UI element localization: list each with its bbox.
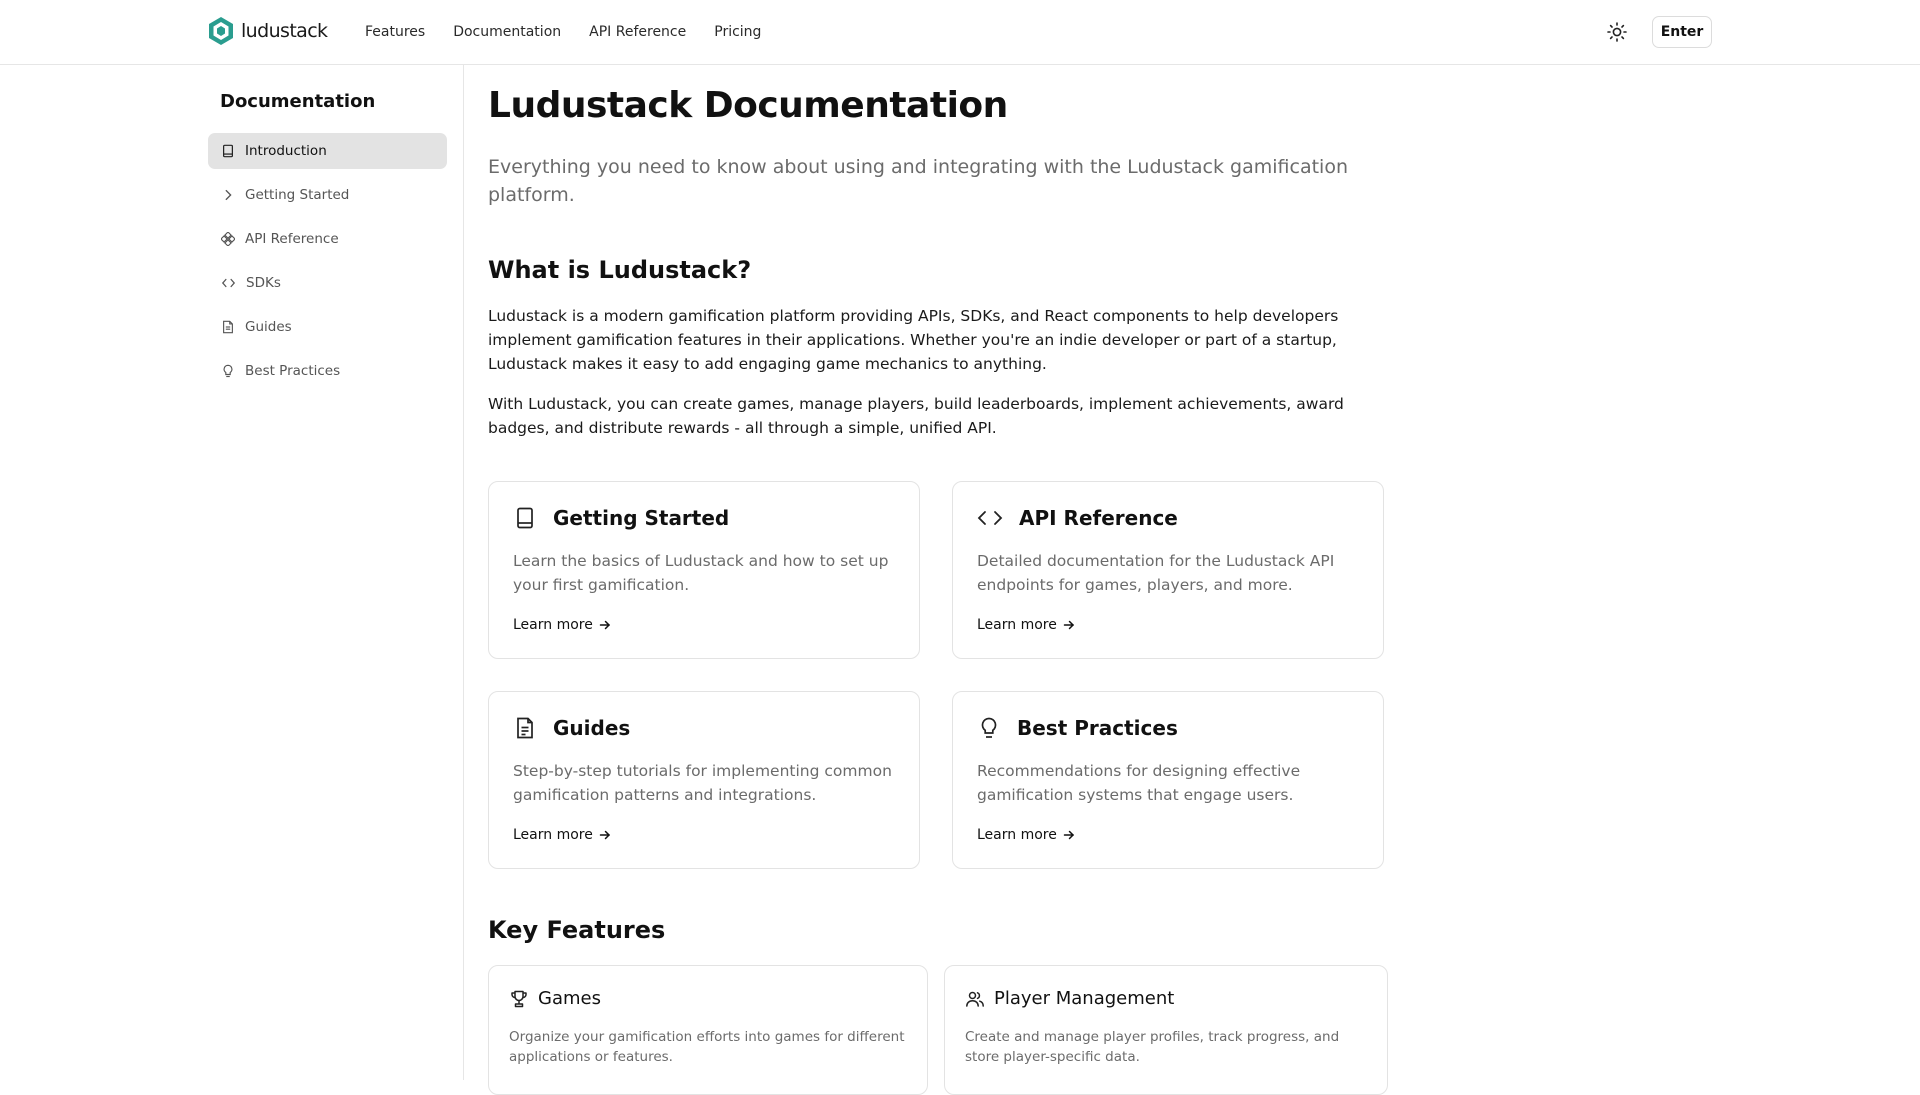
feature-card-games: [488, 965, 928, 1095]
learn-more-link[interactable]: [977, 617, 1075, 633]
feature-card-title: Player Management: [994, 988, 1175, 1009]
diamond-grid-icon: [221, 232, 235, 246]
sidebar-item-label: Guides: [245, 319, 292, 335]
card-api-reference[interactable]: [952, 481, 1384, 659]
nav-link-pricing[interactable]: Pricing: [714, 24, 762, 40]
learn-more-link[interactable]: [513, 617, 611, 633]
card-title: Guides: [553, 716, 631, 740]
learn-more-label: Learn more: [513, 617, 593, 633]
book-icon: [221, 144, 235, 158]
book-icon: [513, 506, 537, 530]
page-title: Ludustack Documentation: [488, 85, 1008, 126]
file-text-icon: [221, 320, 235, 334]
card-description: Learn the basics of Ludustack and how to set up your first gamification.: [513, 552, 889, 594]
sidebar-title: Documentation: [220, 91, 376, 112]
sidebar-item-guides[interactable]: [208, 309, 447, 345]
card-getting-started[interactable]: [488, 481, 920, 659]
learn-more-label: Learn more: [977, 617, 1057, 633]
page-lead: Everything you need to know about using and integrating with the Ludustack gamification platform.: [488, 156, 1348, 206]
logo[interactable]: [207, 16, 327, 46]
feature-card-header: [965, 988, 1174, 1009]
card-header: [513, 716, 630, 740]
lightbulb-icon: [977, 716, 1001, 740]
sidebar-item-label: Getting Started: [245, 187, 350, 203]
learn-more-label: Learn more: [977, 827, 1057, 843]
logo-text: ludustack: [241, 20, 328, 42]
card-description: Detailed documentation for the Ludustack API endpoints for games, players, and more.: [977, 552, 1335, 594]
arrow-right-icon: [599, 829, 611, 841]
sidebar-item-getting-started[interactable]: [208, 177, 447, 213]
card-title: API Reference: [1019, 506, 1178, 530]
top-header: [0, 0, 1920, 65]
learn-more-link[interactable]: [513, 827, 611, 843]
file-text-icon: [513, 716, 537, 740]
feature-card-description: Organize your gamification efforts into games for different applications or features.: [509, 1029, 905, 1065]
sidebar-item-label: API Reference: [245, 231, 339, 247]
code-icon: [221, 276, 236, 290]
card-title: Getting Started: [553, 506, 730, 530]
docs-sidebar: [0, 65, 464, 1080]
intro-paragraph: Ludustack is a modern gamification platform providing APIs, SDKs, and React components to help developers implement gamification features in their applications. Whether you're an indie developer or part of a startup, Ludustack makes it easy to add engaging game mechanics to anything.: [488, 307, 1339, 373]
sidebar-item-label: SDKs: [246, 275, 281, 291]
card-header: [977, 716, 1178, 740]
chevron-right-icon: [221, 188, 235, 202]
arrow-right-icon: [1063, 619, 1075, 631]
feature-card-title: Games: [538, 988, 601, 1009]
sidebar-item-best-practices[interactable]: [208, 353, 447, 389]
code-icon: [977, 506, 1003, 530]
nav-link-documentation[interactable]: Documentation: [453, 24, 562, 40]
theme-toggle-button[interactable]: [1605, 20, 1629, 44]
arrow-right-icon: [599, 619, 611, 631]
nav-link-api-reference[interactable]: API Reference: [589, 24, 687, 40]
users-icon: [965, 989, 985, 1009]
main-nav: [365, 24, 761, 40]
card-description: Step-by-step tutorials for implementing common gamification patterns and integrations.: [513, 762, 892, 804]
learn-more-link[interactable]: [977, 827, 1075, 843]
card-header: [977, 506, 1178, 530]
card-guides[interactable]: [488, 691, 920, 869]
trophy-icon: [509, 989, 529, 1009]
intro-paragraph-2: With Ludustack, you can create games, manage players, build leaderboards, implement achievements, award badges, and distribute rewards - all through a simple, unified API.: [488, 395, 1344, 437]
card-header: [513, 506, 729, 530]
feature-card-header: [509, 988, 601, 1009]
sidebar-item-label: Best Practices: [245, 363, 341, 379]
sidebar-item-sdks[interactable]: [208, 265, 447, 301]
feature-card-description: Create and manage player profiles, track progress, and store player-specific data.: [965, 1029, 1340, 1065]
lightbulb-icon: [221, 364, 235, 378]
learn-more-label: Learn more: [513, 827, 593, 843]
feature-card-player-management: [944, 965, 1388, 1095]
enter-button[interactable]: Enter: [1652, 16, 1712, 48]
card-best-practices[interactable]: [952, 691, 1384, 869]
arrow-right-icon: [1063, 829, 1075, 841]
sidebar-nav: [208, 133, 447, 397]
section-heading-what-is: What is Ludustack?: [488, 256, 752, 284]
sidebar-item-introduction[interactable]: [208, 133, 447, 169]
card-description: Recommendations for designing effective gamification systems that engage users.: [977, 762, 1301, 804]
nav-link-features[interactable]: Features: [365, 24, 426, 40]
sun-icon: [1605, 20, 1629, 44]
logo-hexagon-icon: [207, 16, 235, 46]
sidebar-item-label: Introduction: [245, 143, 327, 159]
section-heading-key-features: Key Features: [488, 916, 666, 944]
card-title: Best Practices: [1017, 716, 1178, 740]
sidebar-item-api-reference[interactable]: [208, 221, 447, 257]
